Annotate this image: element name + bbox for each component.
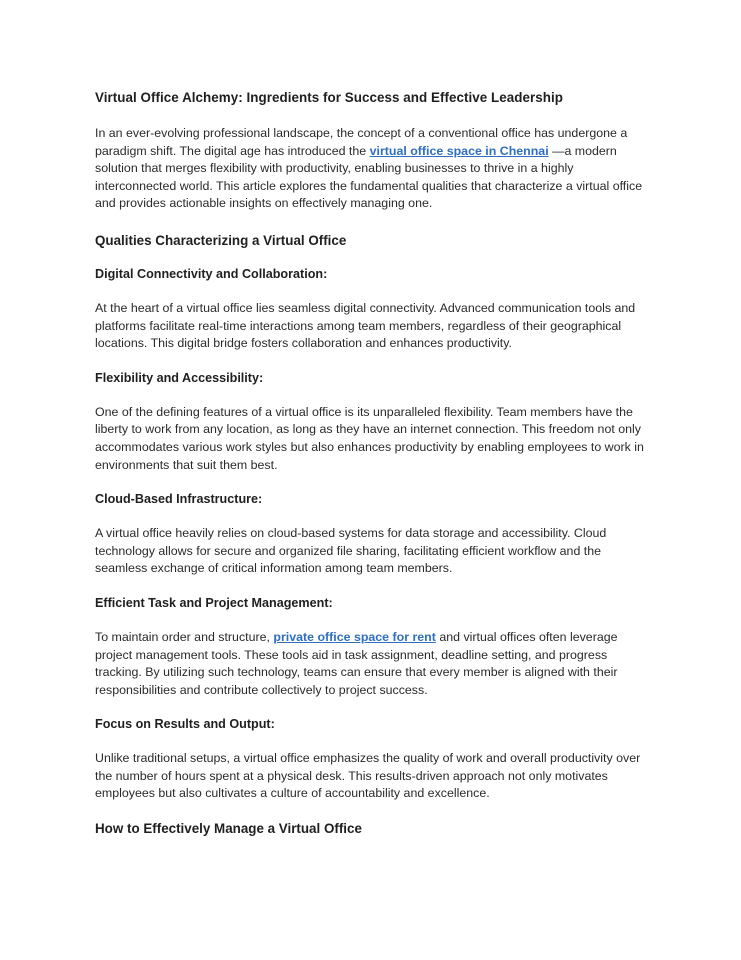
flexibility-heading: Flexibility and Accessibility:: [95, 370, 264, 385]
document-page: [95, 89, 655, 854]
results-paragraph: Unlike traditional setups, a virtual office emphasizes the quality of work and overall productivity over the number of hours spent at a physical desk. This results-driven approach not only motivates employees but also cultivates a culture of accountability and excellence.: [95, 751, 641, 801]
cloud-heading: Cloud-Based Infrastructure:: [95, 492, 263, 507]
document-title: Virtual Office Alchemy: Ingredients for Success and Effective Leadership: [95, 90, 563, 105]
task-text-before: To maintain order and structure,: [95, 629, 274, 644]
task-management-heading: Efficient Task and Project Management:: [95, 595, 333, 610]
intro-paragraph: [95, 125, 655, 213]
private-office-rent-link[interactable]: private office space for rent: [273, 629, 436, 644]
intro-text-after: —a modern solution that merges flexibility with productivity, enabling businesses to thrive in a highly interconnected world. This article explores the fundamental qualities that characterize a virtual office and provides actionable insights on effectively managing one.: [95, 143, 643, 211]
connectivity-paragraph: At the heart of a virtual office lies seamless digital connectivity. Advanced communication tools and platforms facilitate real-time interactions among team members, regardless of their geographical locations. This digital bridge fosters collaboration and enhances productivity.: [95, 300, 636, 351]
intro-text-before: In an ever-evolving professional landscape, the concept of a conventional office has undergone a paradigm shift. The digital age has introduced the: [95, 126, 628, 158]
task-management-paragraph: [95, 629, 655, 699]
results-heading: Focus on Results and Output:: [95, 717, 275, 732]
flexibility-paragraph: One of the defining features of a virtual office is its unparalleled flexibility. Team members have the liberty to work from any location, as long as they have an internet connection. This freedom not only accommodates various work styles but also enhances productivity by enabling employees to work in environments that suit them best.: [95, 404, 644, 472]
task-text-after: and virtual offices often leverage project management tools. These tools aid in task assignment, deadline setting, and progress tracking. By utilizing such technology, teams can ensure that every member is aligned with their responsibilities and contribute collectively to project success.: [95, 629, 618, 697]
manage-section-heading: How to Effectively Manage a Virtual Office: [95, 821, 362, 837]
qualities-section-heading: Qualities Characterizing a Virtual Office: [95, 232, 347, 248]
virtual-office-chennai-link[interactable]: virtual office space in Chennai: [369, 143, 549, 158]
cloud-paragraph: A virtual office heavily relies on cloud-based systems for data storage and accessibility. Cloud technology allows for secure and organized file sharing, facilitating efficient workflow and the seamless exchange of critical information among team members.: [95, 526, 607, 576]
connectivity-heading: Digital Connectivity and Collaboration:: [95, 266, 328, 281]
